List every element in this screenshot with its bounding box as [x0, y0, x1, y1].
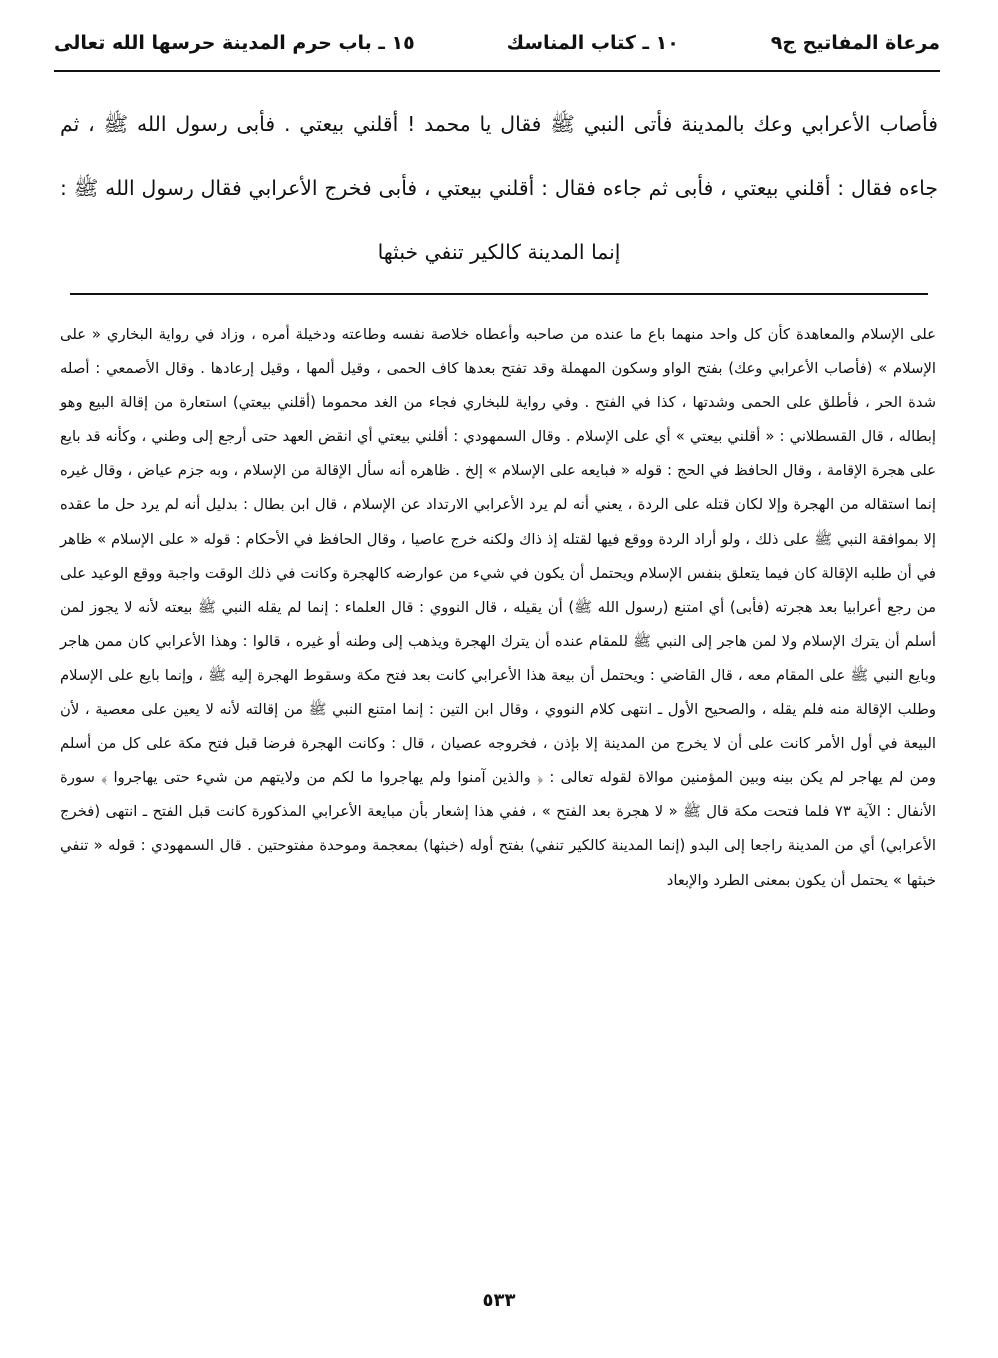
header-book-title: مرعاة المفاتيح ج٩	[770, 31, 940, 54]
hadith-text: فأصاب الأعرابي وعك بالمدينة فأتى النبي ﷺ فقال يا محمد ! أقلني بيعتي . فأبى رسول الله ﷺ ، ثم جاءه فقال : أقلني بيعتي ، فأبى ثم جاءه فقال : أقلني بيعتي ، فأبى فخرج الأعرابي فقال رسول الله ﷺ : إنما المدينة كالكير تنفي خبثها	[60, 112, 938, 264]
header-section-title: ١٥ ـ باب حرم المدينة حرسها الله تعالى	[54, 31, 415, 54]
page-number: ٥٣٣	[482, 1290, 516, 1311]
commentary-text: على الإسلام والمعاهدة كأن كل واحد منهما باع ما عنده من صاحبه وأعطاه خلاصة نفسه وطاعته ودخيلة أمره ، وزاد في رواية البخاري « على الإسلام » (فأصاب الأعرابي وعك) بفتح الواو وسكون المهملة وقد تفتح بعدها كاف الحمى ، وقيل ألمها ، وقيل إرعادها . وقال الأصمعي : أصله شدة الحر ، فأطلق على الحمى وشدتها ، كذا في الفتح . وفي رواية للبخاري فجاء من الغد محموما (أقلني بيعتي) استعارة من إقالة البيع وهو إبطاله ، قال القسطلاني : « أقلني بيعتي » أي على الإسلام . وقال السمهودي : أقلني بيعتي أي انقض العهد حتى أرجع إلى وطني ، وكأنه قد بايع على هجرة الإقامة ، وقال الحافظ في الحج : قوله « فبايعه على الإسلام » إلخ . ظاهره أنه سأل الإقالة من الإسلام ، وبه جزم عياض ، وقال غيره إنما استقاله من الهجرة وإلا لكان قتله على الردة ، يعني أنه لم يرد الأعرابي الارتداد عن الإسلام ، قال ابن بطال : بدليل أنه لم يرد حل ما عقده إلا بموافقة النبي ﷺ على ذلك ، ولو أراد الردة ووقع فيها لقتله إذ ذاك ولكنه خرج عاصيا ، وقال الحافظ في الأحكام : قوله « على الإسلام » ظاهر في أن طلبه الإقالة كان فيما يتعلق بنفس الإسلام ويحتمل أن يكون في شيء من عوارضه كالهجرة وكانت في ذلك الوقت واجبة ووقع الوعيد على من رجع أعرابيا بعد هجرته (فأبى) أي امتنع (رسول الله ﷺ) أن يقيله ، قال النووي : قال العلماء : إنما لم يقله النبي ﷺ بيعته لأنه لا يجوز لمن أسلم أن يترك الإسلام ولا لمن هاجر إلى النبي ﷺ للمقام عنده أن يترك الهجرة ويذهب إلى وطنه أو غيره ، قالوا : وهذا الأعرابي كان ممن هاجر وبايع النبي ﷺ على المقام معه ، قال القاضي : ويحتمل أن بيعة هذا الأعرابي كانت بعد فتح مكة وسقوط الهجرة إليه ﷺ ، وإنما بايع على الإسلام وطلب الإقالة منه فلم يقله ، والصحيح الأول ـ انتهى كلام النووي ، وقال ابن التين : إنما امتنع النبي ﷺ من إقالته لأنه لا يعين على معصية ، لأن البيعة في أول الأمر كانت على أن لا يخرج من المدينة إلا بإذن ، فخروجه عصيان ، قال : وكانت الهجرة فرضا قبل فتح مكة على كل من أسلم ومن لم يهاجر لم يكن بينه وبين المؤمنين موالاة لقوله تعالى : ﴿ والذين آمنوا ولم يهاجروا ما لكم من ولايتهم من شيء حتى يهاجروا ﴾ سورة الأنفال : الآية ٧٣ فلما فتحت مكة قال ﷺ « لا هجرة بعد الفتح » ، ففي هذا إشعار بأن مبايعة الأعرابي المذكورة كانت قبل الفتح ـ انتهى (فخرج الأعرابي) أي من المدينة راجعا إلى البدو (إنما المدينة كالكير تنفي) بفتح أوله (خبثها) بمعجمة وموحدة مفتوحتين . قال السمهودي : قوله « تنفي خبثها » يحتمل أن يكون بمعنى الطرد والإبعاد	[60, 326, 936, 889]
running-header	[54, 22, 940, 72]
section-divider	[70, 293, 928, 295]
header-chapter-title: ١٠ ـ كتاب المناسك	[506, 31, 679, 54]
